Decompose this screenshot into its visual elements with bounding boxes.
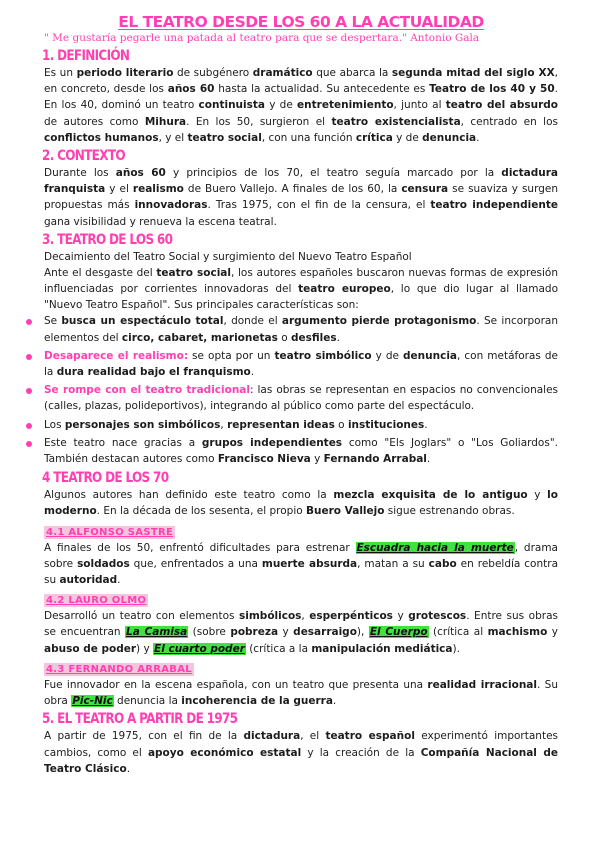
teatro-60-intro: Ante el desgaste del teatro social, los autores españoles buscaron nuevas formas de expresión influenciadas por corrientes innovadoras del teatro europeo, lo que dio lugar al llamado "Nuevo Teatro Español". Sus principales características son:	[44, 266, 559, 312]
teatro-1975-paragraph: A partir de 1975, con el fin de la dictadura, el teatro español experimentó importantes cambios, como el apoyo económico estatal y la creación de la Compañía Nacional de Teatro Clásico.	[44, 730, 559, 775]
definicion-paragraph: Es un periodo literario de subgénero dramático que abarca la segunda mitad del siglo XX, en concreto, desde los años 60 hasta la actualidad. Su antecedente es Teatro de los 40 y 50. En los 40, dominó un teatro continuista y de entretenimiento, junto al teatro del absurdo de autores como Mihura. En los 50, surgieron el teatro existencialista, centrado en los conflictos humanos, y el teatro social, con una función crítica y de denuncia.	[44, 67, 559, 144]
teatro-60-subtitle: Decaimiento del Teatro Social y surgimiento del Nuevo Teatro Español	[44, 250, 412, 263]
work-title-highlight: El cuarto poder	[154, 642, 245, 655]
section-heading-contexto: 2. CONTEXTO	[42, 148, 125, 165]
list-item: Se busca un espectáculo total, donde el argumento pierde protagonismo. Se incorporan elementos del circo, cabaret, marionetas o desfiles.	[44, 313, 558, 345]
list-item: Este teatro nace gracias a grupos independientes como "Els Joglars" o "Los Goliardos". También destacan autores como Francisco Nieva y Fernando Arrabal.	[44, 435, 558, 467]
characteristics-list	[44, 313, 558, 467]
contexto-paragraph: Durante los años 60 y principios de los 70, el teatro seguía marcado por la dictadura franquista y el realismo de Buero Vallejo. A finales de los 60, la censura se suaviza y surgen propuestas más innovadoras. Tras 1975, con el fin de la censura, el teatro independiente gana visibilidad y renueva la escena teatral.	[44, 167, 558, 228]
page-title: EL TEATRO DESDE LOS 60 A LA ACTUALIDAD	[118, 13, 484, 31]
work-title-highlight: Pic-Nic	[72, 695, 113, 708]
teatro-70-paragraph: Algunos autores han definido este teatro como la mezcla exquisita de lo antiguo y lo moderno. En la década de los sesenta, el propio Buero Vallejo sigue estrenando obras.	[44, 489, 558, 518]
subheading-olmo: 4.2 LAURO OLMO	[46, 595, 147, 607]
olmo-paragraph: Desarrolló un teatro con elementos simbólicos, esperpénticos y grotescos. Entre sus obras se encuentran La Camisa (sobre pobreza y desarraigo), El Cuerpo (crítica al machismo y abuso de poder) y El cuarto poder (crítica a la manipulación mediática).	[44, 610, 558, 655]
arrabal-paragraph: Fue innovador en la escena española, con un teatro que presenta una realidad irracional. Su obra Pic-Nic denuncia la incoherencia de la guerra.	[44, 678, 558, 708]
list-item: Desaparece el realismo: se opta por un teatro simbólico y de denuncia, con metáforas de la dura realidad bajo el franquismo.	[44, 348, 558, 380]
work-title-highlight: Escuadra hacia la muerte	[356, 541, 514, 554]
work-title-highlight: La Camisa	[126, 626, 188, 639]
subheading-arrabal: 4.3 FERNANDO ARRABAL	[46, 663, 192, 675]
section-heading-1975: 5. EL TEATRO A PARTIR DE 1975	[42, 711, 238, 728]
section-heading-teatro-60: 3. TEATRO DE LOS 60	[42, 231, 173, 248]
epigraph-quote: " Me gustaría pegarle una patada al teatro para que se despertara." Antonio Gala	[44, 32, 480, 44]
subheading-sastre: 4.1 ALFONSO SASTRE	[46, 526, 174, 538]
list-item: Los personajes son simbólicos, representan ideas o instituciones.	[44, 417, 558, 433]
section-heading-definicion: 1. DEFINICIÓN	[42, 48, 130, 64]
sastre-paragraph: A finales de los 50, enfrentó dificultades para estrenar Escuadra hacia la muerte, drama sobre soldados que, enfrentados a una muerte absurda, matan a su cabo en rebeldía contra su autoridad.	[44, 541, 558, 587]
work-title-highlight: El Cuerpo	[369, 626, 428, 639]
list-item: Se rompe con el teatro tradicional: las obras se representan en espacios no convencionales (calles, plazas, polideportivos), integrando al público como parte del espectáculo.	[44, 382, 558, 414]
section-heading-teatro-70: 4 TEATRO DE LOS 70	[42, 470, 169, 487]
